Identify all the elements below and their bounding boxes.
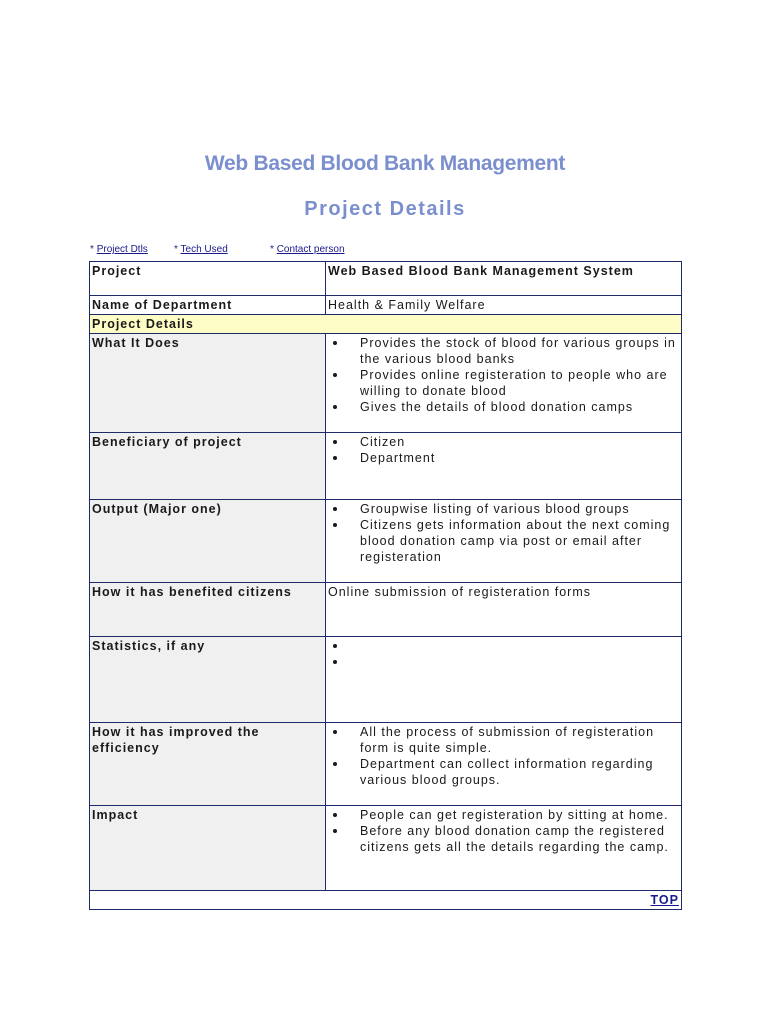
page-title: Web Based Blood Bank Management <box>204 152 566 175</box>
table-row <box>90 334 682 433</box>
list-item: Gives the details of blood donation camps <box>328 399 679 415</box>
table-row <box>90 500 682 583</box>
row-value <box>326 637 682 723</box>
row-value <box>326 433 682 500</box>
row-value <box>326 723 682 806</box>
list-item: People can get registeration by sitting at home. <box>328 807 679 823</box>
row-label: Beneficiary of project <box>90 433 326 500</box>
nav-link-project-dtls[interactable]: * Project Dtls <box>90 244 148 255</box>
section-heading: Project Details <box>90 315 682 334</box>
row-value: Online submission of registeration forms <box>326 583 682 637</box>
top-link[interactable]: TOP <box>650 893 679 907</box>
table-row <box>90 637 682 723</box>
section-nav <box>90 244 390 258</box>
list-item: Groupwise listing of various blood groups <box>328 501 679 517</box>
table-row <box>90 296 682 315</box>
table-row <box>90 583 682 637</box>
table-row <box>90 806 682 891</box>
row-label: Statistics, if any <box>90 637 326 723</box>
nav-link-contact-person[interactable]: * Contact person <box>270 244 345 255</box>
row-label: How it has improved the efficiency <box>90 723 326 806</box>
top-link-cell <box>90 891 682 910</box>
row-label: Impact <box>90 806 326 891</box>
list-item <box>328 654 679 670</box>
table-row <box>90 891 682 910</box>
row-label: Output (Major one) <box>90 500 326 583</box>
list-item: Provides the stock of blood for various groups in the various blood banks <box>328 335 679 367</box>
table-row <box>90 433 682 500</box>
nav-link-tech-used[interactable]: * Tech Used <box>174 244 228 255</box>
row-value <box>326 806 682 891</box>
table-row <box>90 262 682 296</box>
row-label: What It Does <box>90 334 326 433</box>
page-subtitle: Project Details <box>304 198 466 220</box>
list-item: Citizens gets information about the next coming blood donation camp via post or email after registeration <box>328 517 679 565</box>
project-details-table <box>89 261 682 910</box>
project-value: Web Based Blood Bank Management System <box>326 262 682 296</box>
list-item: Department can collect information regarding various blood groups. <box>328 756 679 788</box>
row-value <box>326 334 682 433</box>
department-value: Health & Family Welfare <box>326 296 682 315</box>
row-label: How it has benefited citizens <box>90 583 326 637</box>
list-item: Department <box>328 450 679 466</box>
department-label: Name of Department <box>90 296 326 315</box>
table-row <box>90 723 682 806</box>
section-row <box>90 315 682 334</box>
list-item <box>328 638 679 654</box>
list-item: Before any blood donation camp the registered citizens gets all the details regarding the camp. <box>328 823 679 855</box>
project-label: Project <box>90 262 326 296</box>
row-value <box>326 500 682 583</box>
list-item: Provides online registeration to people who are willing to donate blood <box>328 367 679 399</box>
list-item: All the process of submission of registeration form is quite simple. <box>328 724 679 756</box>
list-item: Citizen <box>328 434 679 450</box>
